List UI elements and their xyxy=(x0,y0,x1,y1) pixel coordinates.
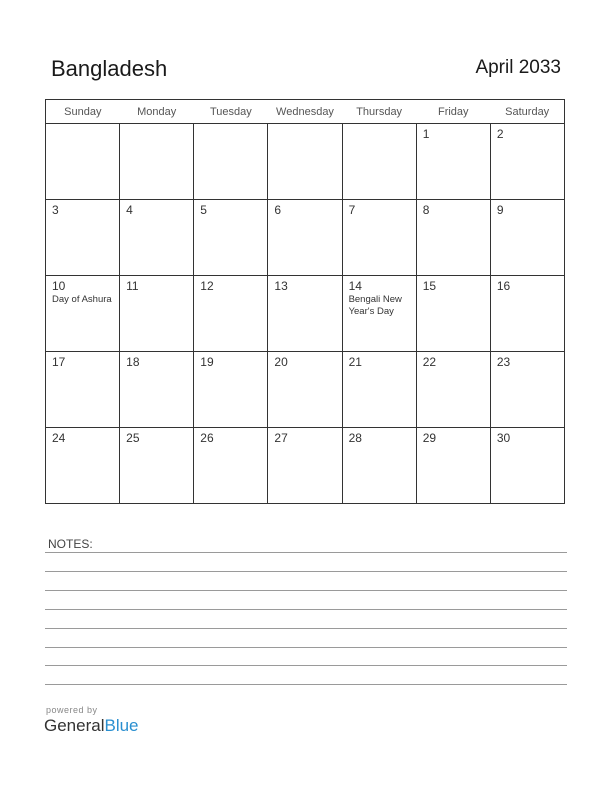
day-cell xyxy=(46,200,120,276)
day-cell xyxy=(194,276,268,352)
day-number: 7 xyxy=(348,203,356,217)
day-cell xyxy=(342,124,416,200)
week-row xyxy=(46,352,565,428)
day-number: 24 xyxy=(52,431,66,445)
day-cell xyxy=(268,428,342,504)
day-number: 22 xyxy=(422,355,437,369)
note-line xyxy=(45,552,567,553)
day-number: 20 xyxy=(274,355,288,369)
powered-by-text: powered by xyxy=(46,705,98,715)
day-number: 13 xyxy=(274,279,288,293)
note-line xyxy=(45,571,567,572)
weekday-header-row xyxy=(46,100,565,124)
day-cell xyxy=(194,124,268,200)
day-cell xyxy=(120,124,194,200)
day-number: 4 xyxy=(126,203,133,217)
day-number: 26 xyxy=(200,431,214,445)
weekday-thursday: Thursday xyxy=(342,100,416,124)
day-cell xyxy=(490,200,564,276)
weekday-tuesday: Tuesday xyxy=(194,100,268,124)
note-line xyxy=(45,590,567,591)
day-number: 3 xyxy=(52,203,59,217)
day-number: 2 xyxy=(496,127,504,141)
day-cell xyxy=(490,428,564,504)
day-number: 6 xyxy=(274,203,282,217)
day-number: 16 xyxy=(496,279,511,293)
country-title: Bangladesh xyxy=(51,56,168,81)
day-cell xyxy=(268,352,342,428)
day-cell xyxy=(268,276,342,352)
day-cell xyxy=(490,124,564,200)
day-number: 5 xyxy=(200,203,207,217)
note-line xyxy=(45,665,567,666)
day-number: 19 xyxy=(200,355,214,369)
note-line xyxy=(45,609,567,610)
day-cell xyxy=(120,276,194,352)
day-number: 12 xyxy=(200,279,214,293)
day-cell xyxy=(120,352,194,428)
day-cell xyxy=(46,124,120,200)
week-row xyxy=(46,428,565,504)
month-title: April 2033 xyxy=(475,57,561,78)
day-number: 28 xyxy=(348,431,362,445)
day-cell xyxy=(416,352,490,428)
day-number: 25 xyxy=(126,431,140,445)
brand-general: General xyxy=(44,716,105,735)
day-number: 17 xyxy=(52,355,66,369)
day-number: 18 xyxy=(126,355,140,369)
day-number: 10 xyxy=(52,279,66,293)
day-cell xyxy=(46,352,120,428)
day-number: 8 xyxy=(422,203,430,217)
day-number: 29 xyxy=(422,431,437,445)
generalblue-logo[interactable] xyxy=(44,716,139,736)
day-cell xyxy=(120,200,194,276)
day-cell xyxy=(416,428,490,504)
day-cell xyxy=(490,276,564,352)
day-number: 23 xyxy=(496,355,511,369)
note-line xyxy=(45,628,567,629)
brand-blue: Blue xyxy=(104,716,139,735)
day-number: 9 xyxy=(496,203,504,217)
day-number: 15 xyxy=(422,279,437,293)
week-row xyxy=(46,200,565,276)
day-cell xyxy=(268,200,342,276)
day-number: 1 xyxy=(422,127,430,141)
day-cell xyxy=(194,200,268,276)
weekday-monday: Monday xyxy=(120,100,194,124)
day-cell xyxy=(46,276,120,352)
note-line xyxy=(45,647,567,648)
day-cell xyxy=(342,276,416,352)
notes-label: NOTES: xyxy=(48,537,93,551)
calendar-grid xyxy=(45,99,565,504)
day-number: 11 xyxy=(126,279,139,293)
day-cell xyxy=(194,428,268,504)
weekday-friday: Friday xyxy=(416,100,490,124)
day-cell xyxy=(416,200,490,276)
week-row xyxy=(46,124,565,200)
day-cell xyxy=(194,352,268,428)
day-cell xyxy=(120,428,194,504)
day-cell xyxy=(342,200,416,276)
day-number: 14 xyxy=(348,279,362,293)
day-cell xyxy=(416,276,490,352)
day-cell xyxy=(268,124,342,200)
day-cell xyxy=(46,428,120,504)
day-cell xyxy=(416,124,490,200)
day-number: 21 xyxy=(348,355,362,369)
day-number: 30 xyxy=(496,431,511,445)
weekday-sunday: Sunday xyxy=(46,100,120,124)
day-cell xyxy=(490,352,564,428)
holiday-label: Day of Ashura xyxy=(52,294,112,305)
day-cell xyxy=(342,428,416,504)
note-line xyxy=(45,684,567,685)
holiday-label: Bengali New Year's Day xyxy=(348,294,402,317)
week-row xyxy=(46,276,565,352)
day-cell xyxy=(342,352,416,428)
day-number: 27 xyxy=(274,431,288,445)
weekday-wednesday: Wednesday xyxy=(268,100,342,124)
weekday-saturday: Saturday xyxy=(490,100,564,124)
